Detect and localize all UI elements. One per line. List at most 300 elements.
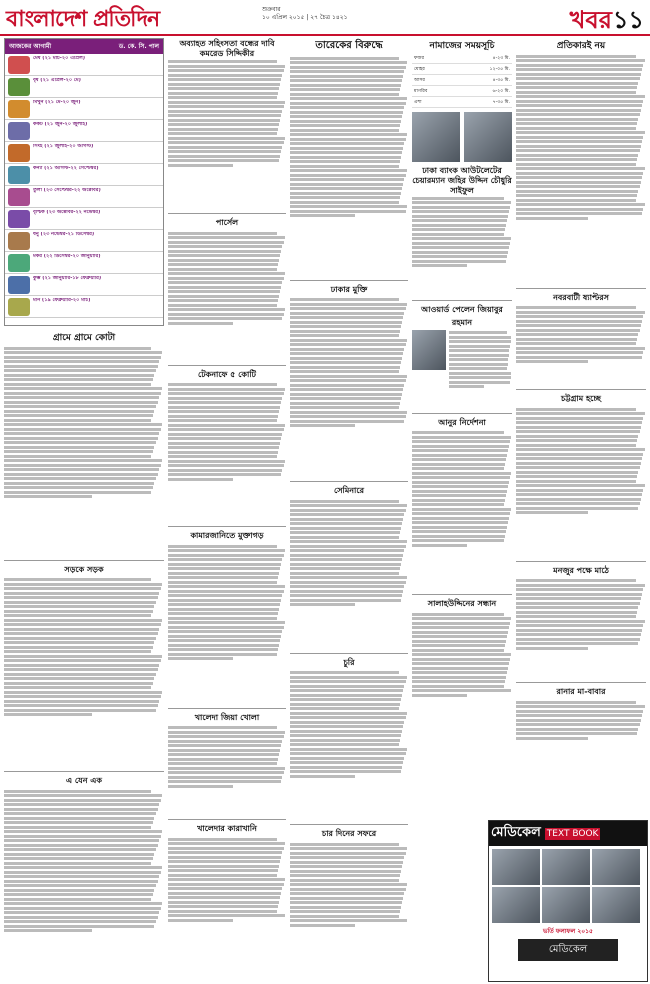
text-line [168,460,285,463]
horoscope-sign-title: মীন (১৯ ফেব্রুয়ারি-২০ মার্চ) [33,297,91,303]
text-line [290,590,403,593]
text-line [516,64,643,67]
text-line [290,545,406,548]
text-line [4,790,151,793]
text-line [4,419,151,422]
column-2 [168,38,286,982]
zodiac-icon [8,254,30,272]
text-line [290,888,406,891]
text-line [168,892,281,895]
text-line [290,685,404,688]
text-line [516,502,640,505]
horoscope-sign-title: কর্কট (২১ জুন-২০ জুলাই) [33,121,88,127]
text-line [516,315,643,318]
text-line [290,522,402,525]
text-line [4,691,162,694]
text-line [290,883,407,886]
story-headline: নামাজের সময়সূচি [429,41,495,51]
text-line [168,585,285,588]
text-line [412,530,506,533]
text-line [4,812,156,815]
story-headline: চুরি [343,656,355,667]
text-line [412,210,509,213]
text-line [290,66,406,69]
story-headline: খালেদা জিয়া খোলা [194,711,260,722]
text-line [516,466,640,469]
text-line [168,753,279,756]
text-line [290,124,400,127]
text-line [516,351,643,354]
text-line [516,306,636,309]
text-line [516,498,641,501]
text-line [4,925,154,928]
text-line [290,75,403,78]
person-photo [412,330,446,370]
text-line [516,624,643,627]
text-line [516,100,643,103]
text-line [4,889,154,892]
text-line [412,689,511,692]
text-line [516,597,641,600]
text-line [290,205,407,208]
text-line [412,201,511,204]
text-line [290,730,402,733]
divider [168,365,286,366]
text-line [290,572,399,575]
text-line [4,646,153,649]
story-body [516,701,646,761]
text-line [290,748,407,751]
horoscope-list [5,54,163,318]
text-line [290,915,399,918]
text-line [412,472,511,475]
text-line [4,596,158,599]
text-line [168,442,280,445]
text-line [516,154,638,157]
text-line [516,615,636,618]
text-line [168,277,284,280]
text-line [4,677,154,680]
text-line [4,405,156,408]
photo-pair [412,112,512,162]
text-line [290,536,399,539]
zodiac-icon [8,298,30,316]
text-line [290,856,404,859]
story-headline: সড়কে সড়ক [64,563,104,574]
ad-photos [489,846,647,926]
text-line [290,316,403,319]
story-headline: টেকনাফে ৫ কোটি [198,368,256,379]
story-headline: এ যেন এক [66,775,102,785]
text-line [516,68,642,71]
text-line [168,731,285,734]
text-line [412,535,505,538]
text-line [168,60,277,63]
story-body [516,55,646,285]
text-line [290,527,401,530]
text-line [4,916,158,919]
text-line [4,866,162,869]
text-line [412,680,505,683]
text-line [168,464,284,467]
text-line [290,766,402,769]
story-headline: ঢাকার মুক্তি [330,283,368,294]
text-line [290,567,400,570]
text-line [4,387,162,390]
text-line [168,123,279,126]
text-line [412,667,508,670]
text-line [290,694,402,697]
newspaper-logo: বাংলাদেশ প্রতিদিন [6,6,160,32]
text-line [4,704,158,707]
text-line [4,700,159,703]
text-line [290,79,402,82]
text-line [290,334,399,337]
text-line [412,494,506,497]
text-line [168,281,282,284]
text-line [290,752,406,755]
text-line [290,147,403,150]
prayer-name: মাগরিব [412,86,453,97]
text-line [449,331,507,334]
text-line [516,593,642,596]
divider [168,708,286,709]
text-line [168,896,280,899]
text-line [168,424,285,427]
text-line [412,658,510,661]
text-line [4,637,156,640]
text-line [4,423,162,426]
text-line [4,614,151,617]
story-body [168,383,286,523]
text-line [168,469,282,472]
horoscope-text [33,122,163,140]
text-line [4,374,154,377]
text-line [290,879,399,882]
text-line [290,585,404,588]
text-line [290,183,403,186]
horoscope-text [33,276,163,294]
text-line [412,445,509,448]
text-line [290,594,402,597]
text-line [4,432,159,435]
text-line [516,602,640,605]
text-line [516,176,642,179]
text-line [412,449,508,452]
text-line [516,705,645,708]
text-line [290,61,407,64]
divider [168,526,286,527]
text-line [168,415,278,418]
text-line [290,897,403,900]
text-line [168,869,278,872]
zodiac-icon [8,56,30,74]
text-line [290,847,407,850]
horoscope-text [33,56,163,74]
text-line [168,419,277,422]
horoscope-text [33,298,163,316]
text-line [290,370,399,373]
text-line [4,641,154,644]
text-line [516,82,638,85]
text-line [168,146,282,149]
text-line [516,360,588,363]
prayer-row [412,64,512,75]
text-line [290,120,401,123]
text-line [412,454,507,457]
story-body [168,545,286,705]
text-line [412,517,509,520]
text-line [168,554,284,557]
text-line [290,721,404,724]
text-line [516,131,645,134]
text-line [516,588,643,591]
person-photo [464,112,512,162]
story-body [516,408,646,558]
text-line [4,794,162,797]
text-line [168,473,281,476]
story-headline: আওয়ার্ড পেলেন জিয়াবুর রহমান [421,303,503,327]
text-line [168,599,281,602]
text-line [168,771,284,774]
text-line [449,363,508,366]
text-line [168,155,280,158]
text-line [4,347,151,350]
text-line [290,174,406,177]
text-line [168,245,282,248]
ad-tag: TEXT BOOK [546,828,599,839]
horoscope-title: আজকের আগামী [9,43,52,50]
text-line [168,576,278,579]
text-line [168,96,277,99]
text-line [290,129,399,132]
text-line [412,476,510,479]
text-line [290,513,404,516]
text-line [168,74,282,77]
horoscope-row [5,54,163,76]
text-line [168,594,282,597]
text-line [168,164,233,167]
text-line [516,118,638,121]
text-line [290,142,404,145]
text-line [168,272,285,275]
text-line [4,619,162,622]
text-line [290,187,402,190]
text-line [290,307,406,310]
story-headline: পার্সেল [215,217,239,227]
story-headline: রানার মা-বাবার [556,686,606,696]
text-line [290,312,404,315]
text-line [168,860,280,863]
text-line [4,803,159,806]
text-line [412,219,507,222]
text-line [168,644,279,647]
text-line [4,853,154,856]
story-headline: চার দিনের সফরে [321,828,377,838]
text-line [290,151,402,154]
date-weekday: শুক্রবার [262,6,281,13]
text-line [4,835,161,838]
horoscope-row [5,230,163,252]
text-line [516,356,642,359]
text-line [290,924,355,927]
text-line [290,712,407,715]
prayer-row [412,86,512,97]
text-line [290,518,403,521]
ad-photo [592,849,640,885]
text-line [168,236,285,239]
text-line [4,495,92,498]
text-line [516,145,641,148]
text-line [168,838,277,841]
text-line [516,611,637,614]
text-line [516,212,642,215]
text-line [290,689,403,692]
horoscope-sign-title: সিংহ (২১ জুলাই-২০ আগস্ট) [33,143,94,149]
text-line [168,286,281,289]
text-line [290,599,401,602]
zodiac-icon [8,122,30,140]
text-line [516,444,636,447]
story-body [290,843,408,963]
text-line [516,140,642,143]
story-headline: নবরবাটী ষ্যাপ্টরস [553,291,609,302]
text-line [4,486,153,489]
horoscope-row [5,98,163,120]
text-line [290,603,355,606]
text-line [412,485,508,488]
horoscope-sign-title: কন্যা (২১ আগস্ট-২২ সেপ্টেম্বর) [33,165,99,171]
text-line [516,579,636,582]
prayer-name: আসর [412,75,453,86]
section-name: খবর [569,5,612,34]
text-line [290,325,401,328]
divider [168,213,286,214]
text-line [4,898,151,901]
text-line [4,450,153,453]
text-line [412,242,510,245]
text-line [4,464,161,467]
text-line [168,612,278,615]
text-line [168,726,277,729]
text-line [168,776,282,779]
masthead [0,0,650,36]
zodiac-icon [8,276,30,294]
text-line [449,358,508,361]
text-line [516,647,588,650]
text-line [290,676,407,679]
text-line [4,482,154,485]
text-line [290,910,400,913]
horoscope-text [33,232,163,250]
horoscope-box [4,38,164,326]
text-line [4,907,161,910]
text-line [168,254,280,257]
text-line [412,640,506,643]
story-body [4,790,164,983]
text-line [412,255,507,258]
text-line [168,446,279,449]
text-line [290,160,400,163]
text-line [168,883,284,886]
text-line [4,583,162,586]
ad-photo [492,887,540,923]
text-line [290,111,403,114]
horoscope-row [5,120,163,142]
text-line [4,875,159,878]
text-line [290,852,406,855]
text-line [168,299,278,302]
text-line [290,531,400,534]
text-line [516,194,637,197]
zodiac-icon [8,232,30,250]
text-line [516,412,645,415]
horoscope-text [33,78,163,96]
text-line [168,842,285,845]
prayer-row [412,97,512,108]
text-line [4,369,156,372]
text-line [412,676,506,679]
text-line [168,410,279,413]
text-line [168,83,280,86]
prayer-name: যোহর [412,64,453,75]
text-line [412,440,510,443]
text-line [4,664,159,667]
text-line [290,671,399,674]
text-line [290,761,403,764]
text-line [290,716,406,719]
text-line [290,169,407,172]
text-line [516,190,638,193]
text-line [168,919,233,922]
text-line [516,484,645,487]
text-line [168,780,281,783]
ad-photo [542,849,590,885]
text-line [168,241,284,244]
story-body [168,60,286,210]
text-line [4,383,151,386]
prayer-row [412,75,512,86]
text-line [412,613,504,616]
text-line [168,128,278,131]
text-line [516,471,638,474]
prayer-row [412,53,512,64]
story-body [290,57,408,277]
text-line [4,356,161,359]
text-line [168,851,282,854]
text-line [516,475,637,478]
page-number: ১১ [612,5,644,34]
text-line [290,500,399,503]
text-line [516,642,638,645]
text-line [168,581,277,584]
text-line [4,682,153,685]
horoscope-sign-title: কুম্ভ (২১ জানুয়ারি-১৮ ফেব্রুয়ারি) [33,275,102,281]
text-line [516,489,643,492]
text-line [412,436,511,439]
text-line [290,424,355,427]
story-body [449,330,512,410]
text-line [516,439,637,442]
text-line [516,333,638,336]
text-line [168,767,285,770]
ad-photo [592,887,640,923]
divider [290,653,408,654]
text-line [516,606,638,609]
text-line [516,172,643,175]
text-line [516,77,640,80]
text-line [168,603,280,606]
